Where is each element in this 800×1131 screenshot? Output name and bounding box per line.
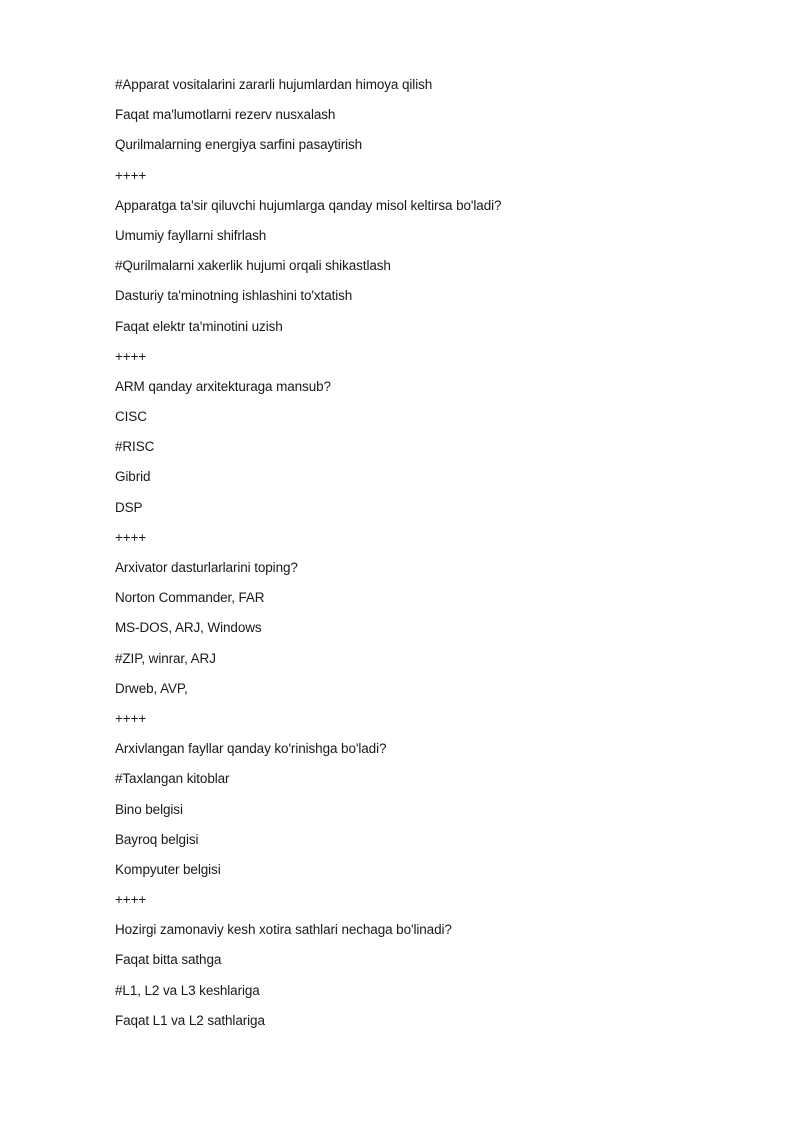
text-line: #Qurilmalarni xakerlik hujumi orqali shikastlash bbox=[115, 258, 391, 274]
separator-line: ++++ bbox=[115, 529, 147, 545]
question-line: Apparatga ta'sir qiluvchi hujumlarga qanday misol keltirsa bo'ladi? bbox=[115, 197, 502, 213]
text-line: #RISC bbox=[115, 439, 155, 455]
text-line: Faqat L1 va L2 sathlariga bbox=[115, 1012, 265, 1028]
question-line: Hozirgi zamonaviy kesh xotira sathlari nechaga bo'linadi? bbox=[115, 922, 452, 938]
separator-line: ++++ bbox=[115, 348, 147, 364]
text-line: CISC bbox=[115, 409, 147, 425]
text-line: Umumiy fayllarni shifrlash bbox=[115, 227, 267, 243]
text-line: Bino belgisi bbox=[115, 801, 183, 817]
text-line: DSP bbox=[115, 499, 143, 515]
text-line: Qurilmalarning energiya sarfini pasaytirish bbox=[115, 137, 363, 153]
text-line: Gibrid bbox=[115, 469, 151, 485]
text-line: Kompyuter belgisi bbox=[115, 861, 221, 877]
question-line: Arxivlangan fayllar qanday ko'rinishga bo'ladi? bbox=[115, 741, 387, 757]
text-line: Faqat ma'lumotlarni rezerv nusxalash bbox=[115, 107, 336, 123]
text-line: Dasturiy ta'minotning ishlashini to'xtatish bbox=[115, 288, 353, 304]
text-line: Bayroq belgisi bbox=[115, 831, 199, 847]
text-line: Norton Commander, FAR bbox=[115, 590, 265, 606]
separator-line: ++++ bbox=[115, 892, 147, 908]
text-line: #Apparat vositalarini zararli hujumlardan himoya qilish bbox=[115, 77, 433, 92]
separator-line: ++++ bbox=[115, 167, 147, 183]
text-line: MS-DOS, ARJ, Windows bbox=[115, 620, 262, 636]
text-line: Drweb, AVP, bbox=[115, 680, 188, 696]
text-line: Faqat bitta sathga bbox=[115, 952, 222, 968]
text-line: #ZIP, winrar, ARJ bbox=[115, 650, 216, 666]
question-line: Arxivator dasturlarlarini toping? bbox=[115, 560, 298, 575]
text-line: Faqat elektr ta'minotini uzish bbox=[115, 318, 283, 334]
separator-line: ++++ bbox=[115, 710, 147, 726]
question-line: ARM qanday arxitekturaga mansub? bbox=[115, 378, 331, 394]
document-body bbox=[115, 74, 755, 1040]
text-line: #Taxlangan kitoblar bbox=[115, 771, 230, 787]
text-line: #L1, L2 va L3 keshlariga bbox=[115, 982, 260, 998]
